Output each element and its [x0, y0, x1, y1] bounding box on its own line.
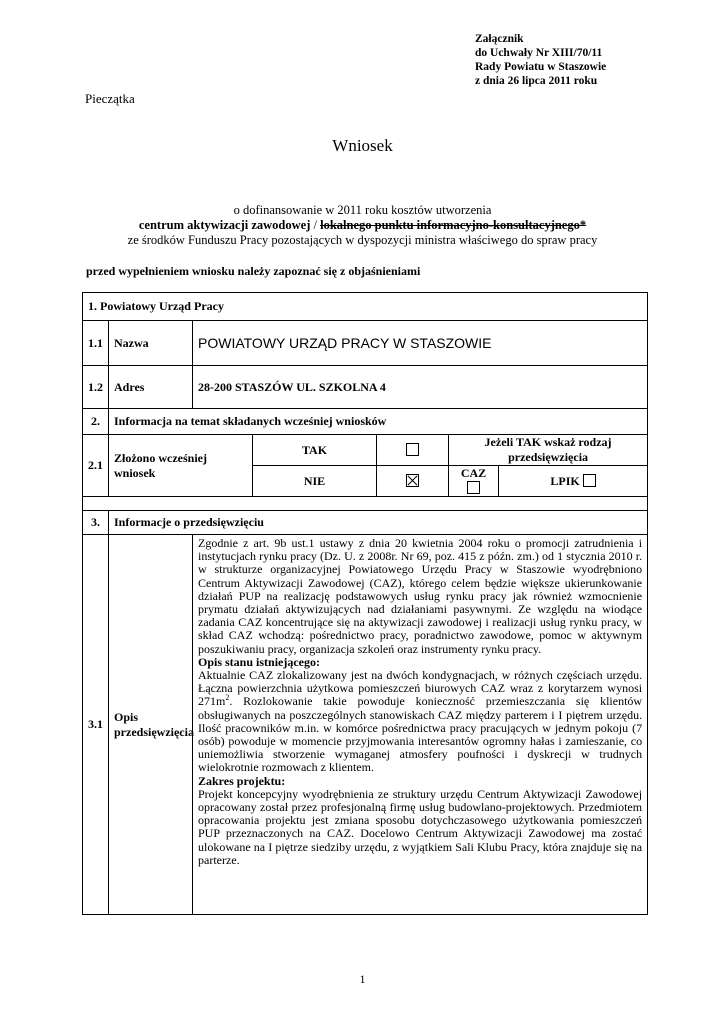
row-2-1-number: 2.1 [83, 435, 109, 497]
section-3-heading: Informacje o przedsięwzięciu [109, 511, 648, 535]
row-2-1-label: Złożono wcześniej wniosek [109, 435, 253, 497]
description-paragraph-3: Projekt koncepcyjny wyodrębnienia ze struktury urzędu Centrum Aktywizacji Zawodowej opracowany został przez profesjonalną firmę usług budowlano-projektowych. Przedmiotem opracowania projektu jest zmiana sposobu dotychczasowego użytkowania pomieszczeń PUP przeznaczonych na CAZ. Docelowo Centrum Aktywizacji Zawodowej ma zostać ulokowane na I piętrze siedziby urzędu, z wyjątkiem Sali Klubu Pracy, która znajduje się na parterze. [198, 786, 643, 867]
subtitle-caz: centrum aktywizacji zawodowej [138, 218, 311, 232]
row-3-1-label-line-1: Opis [114, 709, 139, 724]
paragraph-2-superscript: 2 [225, 693, 230, 703]
tak-checkbox[interactable] [406, 443, 419, 456]
row-3-1-label-line-2: przedsięwzięcia [114, 724, 194, 739]
subtitle-lpik-struck: lokalnego punktu informacyjno-konsultacyjnego* [320, 218, 587, 232]
stamp-label: Pieczątka [85, 91, 135, 106]
instruction-note: przed wypełnieniem wniosku należy zapoznać się z objaśnieniami [86, 264, 421, 278]
attachment-line-1: Załącznik [475, 33, 524, 45]
paragraph-2-part-b: . Rozlokowanie takie powoduje konieczność przemieszczania się klientów obsługiwanych na poszczególnych stanowiskach CAZ między parterem i I piętrem urzędu. Ilość pracowników m.in. w komórce pośrednictwa pracy pracujących w jednym pokoju (7 osób) powoduje w momencie przyjmowania interesantów ogromny hałas i zamieszanie, co uniemożliwia stworzenie wymaganej atmosfery poufności i dyskrecji w trudnych wielokrotnie rozmowach z klientem. [198, 694, 643, 775]
office-name-field[interactable]: POWIATOWY URZĄD PRACY W STASZOWIE [193, 321, 648, 366]
description-paragraph-2 [198, 669, 642, 775]
if-tak-label: Jeżeli TAK wskaż rodzaj przedsięwzięcia [449, 435, 648, 466]
section-2-number: 2. [83, 409, 109, 435]
subtitle-line-2 [0, 218, 725, 233]
tak-cell [377, 435, 449, 466]
description-paragraph-1: Zgodnie z art. 9b ust.1 ustawy z dnia 20 kwietnia 2004 roku o promocji zatrudnienia i instytucjach rynku pracy (Dz. U. z 2008r. Nr 69, poz. 415 z późn. zm.) od 1 stycznia 2010 r. w strukturze organizacyjnej Powiatowego Urzędu Pracy w Staszowie wyodrębniono Centrum Aktywizacji Zawodowej (CAZ), którego celem będzie większe ukierunkowanie działań PUP na realizację podstawowych usług rynku pracy jak również wzmocnienie prymatu działań aktywizujących nad działaniami pasywnymi. Ze względu na wiodące zadania CAZ koncentrujące się na aktywizacji zawodowej i realizacji usług rynku pracy, w skład CAZ wchodzą: pośrednictwo pracy, poradnictwo zawodowe, pomoc w aktywnym poszukiwaniu pracy, organizacja szkoleń oraz instrumenty rynku pracy. [198, 536, 643, 656]
nie-label: NIE [253, 466, 377, 497]
row-3-1-label [109, 535, 193, 915]
office-address-field[interactable]: 28-200 STASZÓW UL. SZKOLNA 4 [193, 366, 648, 409]
caz-label: CAZ [460, 466, 487, 480]
project-scope-heading: Zakres projektu: [198, 773, 286, 788]
nie-checkbox[interactable] [406, 474, 419, 487]
section-2-heading: Informacja na temat składanych wcześniej wniosków [109, 409, 648, 435]
row-1-1-label: Nazwa [109, 321, 193, 366]
tak-label: TAK [253, 435, 377, 466]
subtitle-separator: / [310, 218, 321, 232]
subtitle-line-1: o dofinansowanie w 2011 roku kosztów utworzenia [233, 203, 492, 217]
attachment-line-4: z dnia 26 lipca 2011 roku [475, 75, 598, 87]
spacer-row [83, 497, 648, 511]
page-number: 1 [359, 972, 366, 986]
subtitle-line-3: ze środków Funduszu Pracy pozostających w dyspozycji ministra właściwego do spraw pracy [127, 233, 598, 247]
lpik-label: LPIK [550, 473, 580, 488]
lpik-option [499, 466, 648, 497]
row-3-1-number: 3.1 [83, 535, 109, 915]
row-1-2-label: Adres [109, 366, 193, 409]
application-form-table [82, 292, 648, 915]
paragraph-2-part-a: Aktualnie CAZ zlokalizowany jest na dwóch kondygnacjach, w różnych częściach urzędu. Łączna powierzchnia użytkowa pomieszczeń biurowych CAZ wraz z korytarzem wynosi 271m [198, 668, 643, 709]
section-1-heading: 1. Powiatowy Urząd Pracy [83, 293, 648, 321]
attachment-line-3: Rady Powiatu w Staszowie [475, 61, 607, 73]
lpik-checkbox[interactable] [583, 474, 596, 487]
caz-option [449, 466, 499, 497]
project-description-field[interactable] [193, 535, 648, 915]
attachment-note [475, 32, 606, 88]
row-1-2-number: 1.2 [83, 366, 109, 409]
caz-checkbox[interactable] [467, 481, 480, 494]
existing-state-heading: Opis stanu istniejącego: [198, 654, 321, 669]
document-title: Wniosek [332, 136, 393, 155]
attachment-line-2: do Uchwały Nr XIII/70/11 [475, 47, 603, 59]
row-1-1-number: 1.1 [83, 321, 109, 366]
section-3-number: 3. [83, 511, 109, 535]
nie-cell [377, 466, 449, 497]
